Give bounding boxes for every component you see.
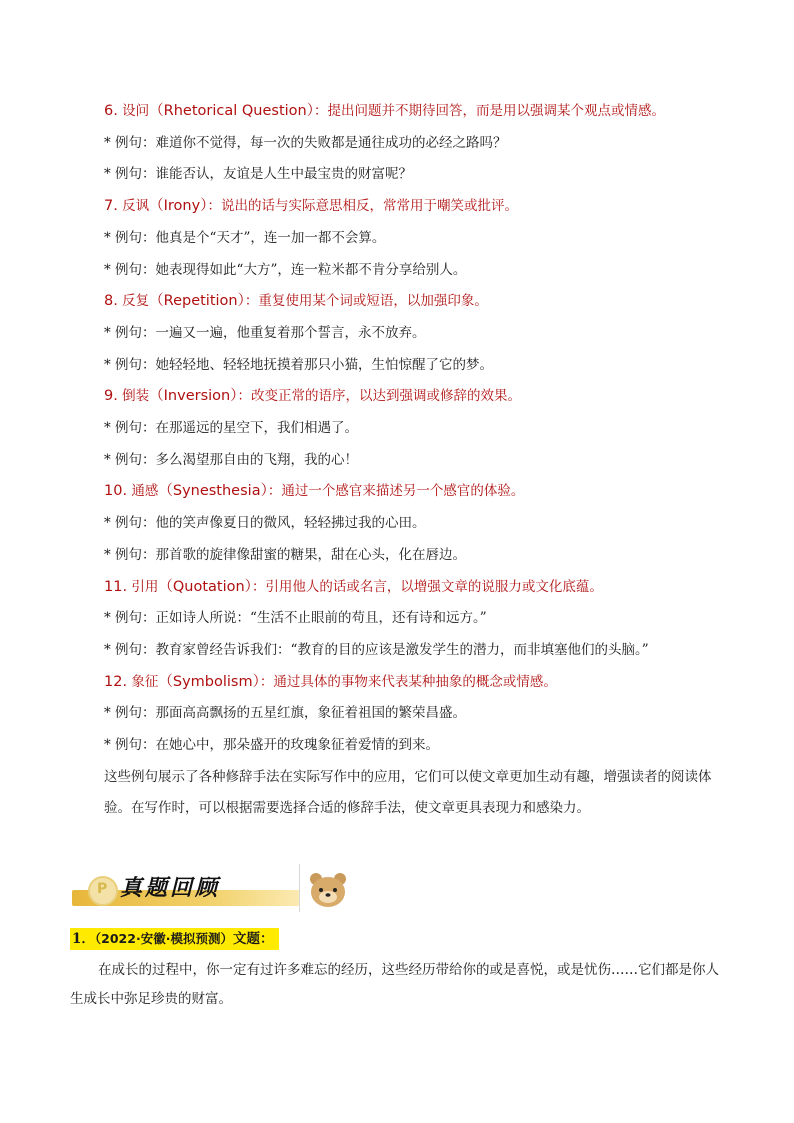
section-term: （Synesthesia）	[158, 483, 268, 500]
section-definition: ：提出问题并不期待回答，而是用以强调某个观点或情感。	[313, 103, 665, 119]
section-name: 设问	[122, 103, 150, 119]
example-sentence: * 例句：在她心中，那朵盛开的玫瑰象征着爱情的到来。	[104, 737, 440, 754]
section-name: 反讽	[122, 198, 150, 215]
section-definition: ：通过具体的事物来代表某种抽象的概念或情感。	[259, 673, 557, 690]
example-sentence: * 例句：谁能否认，友谊是人生中最宝贵的财富呢？	[104, 166, 413, 183]
section-name: 反复	[122, 293, 150, 310]
section-term: （Repetition）	[149, 293, 245, 310]
example-sentence: * 例句：他真是个“天才”，连一加一都不会算。	[104, 229, 386, 246]
example-sentence: * 例句：一遍又一遍，他重复着那个誓言，永不放弃。	[104, 324, 426, 341]
logo-icon	[88, 876, 118, 906]
section-number: 12.	[104, 673, 128, 690]
question-title: 文题：	[232, 931, 274, 947]
section-name: 通感	[131, 483, 159, 500]
bear-icon	[306, 870, 350, 910]
divider	[299, 864, 300, 912]
section-definition: ：通过一个感官来描述另一个感官的体验。	[267, 483, 525, 500]
section-definition: ：重复使用某个词或短语，以加强印象。	[244, 293, 488, 310]
section-number: 11.	[104, 578, 128, 595]
section-term: （Rhetorical Question）	[149, 103, 314, 119]
prompt-paragraph: 在成长的过程中，你一定有过许多难忘的经历，这些经历带给你的或是喜悦，或是忧伤……它们都是你人生成长中弥足珍贵的财富。	[70, 962, 719, 1007]
question-number: 1．	[72, 931, 95, 947]
section-heading	[104, 476, 730, 508]
example-sentence: * 例句：难道你不觉得，每一次的失败都是通往成功的必经之路吗？	[104, 134, 507, 151]
section-number: 6.	[104, 103, 118, 119]
example-sentence: * 例句：在那遥远的星空下，我们相遇了。	[104, 420, 359, 437]
section-definition: ：引用他人的话或名言，以增强文章的说服力或文化底蕴。	[251, 578, 603, 595]
section-term: （Quotation）	[158, 578, 252, 595]
section-heading	[104, 96, 730, 128]
section-term: （Irony）	[149, 198, 208, 215]
rhetoric-list	[104, 96, 730, 825]
section-heading	[104, 381, 730, 413]
example-sentence: * 例句：那面高高飘扬的五星红旗，象征着祖国的繁荣昌盛。	[104, 705, 467, 722]
example-sentence: * 例句：那首歌的旋律像甜蜜的糖果，甜在心头，化在唇边。	[104, 546, 467, 563]
example-sentence: * 例句：她轻轻地、轻轻地抚摸着那只小猫，生怕惊醒了它的梦。	[104, 356, 494, 373]
summary-paragraph: 这些例句展示了各种修辞手法在实际写作中的应用，它们可以使文章更加生动有趣，增强读者的阅读体验。在写作时，可以根据需要选择合适的修辞手法，使文章更具表现力和感染力。	[104, 768, 712, 817]
example-sentence: * 例句：多么渴望那自由的飞翔，我的心！	[104, 451, 359, 468]
section-number: 10.	[104, 483, 128, 500]
section-term: （Symbolism）	[158, 673, 260, 690]
section-number: 8.	[104, 293, 118, 310]
section-number: 9.	[104, 388, 118, 405]
example-sentence: * 例句：她表现得如此“大方”，连一粒米都不肯分享给别人。	[104, 261, 467, 278]
section-name: 引用	[131, 578, 159, 595]
section-name: 倒装	[122, 388, 150, 405]
section-heading	[104, 191, 730, 223]
banner-title: 真题回顾	[120, 876, 221, 901]
example-sentence: * 例句：正如诗人所说：“生活不止眼前的苟且，还有诗和远方。”	[104, 610, 487, 627]
section-name: 象征	[131, 673, 159, 690]
section-heading	[104, 286, 730, 318]
question-source: （2022·安徽·模拟预测）	[94, 931, 233, 946]
example-sentence: * 例句：教育家曾经告诉我们：“教育的目的应该是激发学生的潜力，而非填塞他们的头脑。”	[104, 641, 649, 658]
section-heading	[104, 572, 730, 604]
section-number: 7.	[104, 198, 118, 215]
question-label	[70, 928, 279, 950]
example-sentence: * 例句：他的笑声像夏日的微风，轻轻拂过我的心田。	[104, 515, 426, 532]
section-term: （Inversion）	[149, 388, 238, 405]
section-definition: ：改变正常的语序，以达到强调或修辞的效果。	[237, 388, 521, 405]
section-heading	[104, 667, 730, 699]
section-banner	[72, 868, 300, 910]
section-definition: ：说出的话与实际意思相反，常常用于嘲笑或批评。	[207, 198, 518, 215]
